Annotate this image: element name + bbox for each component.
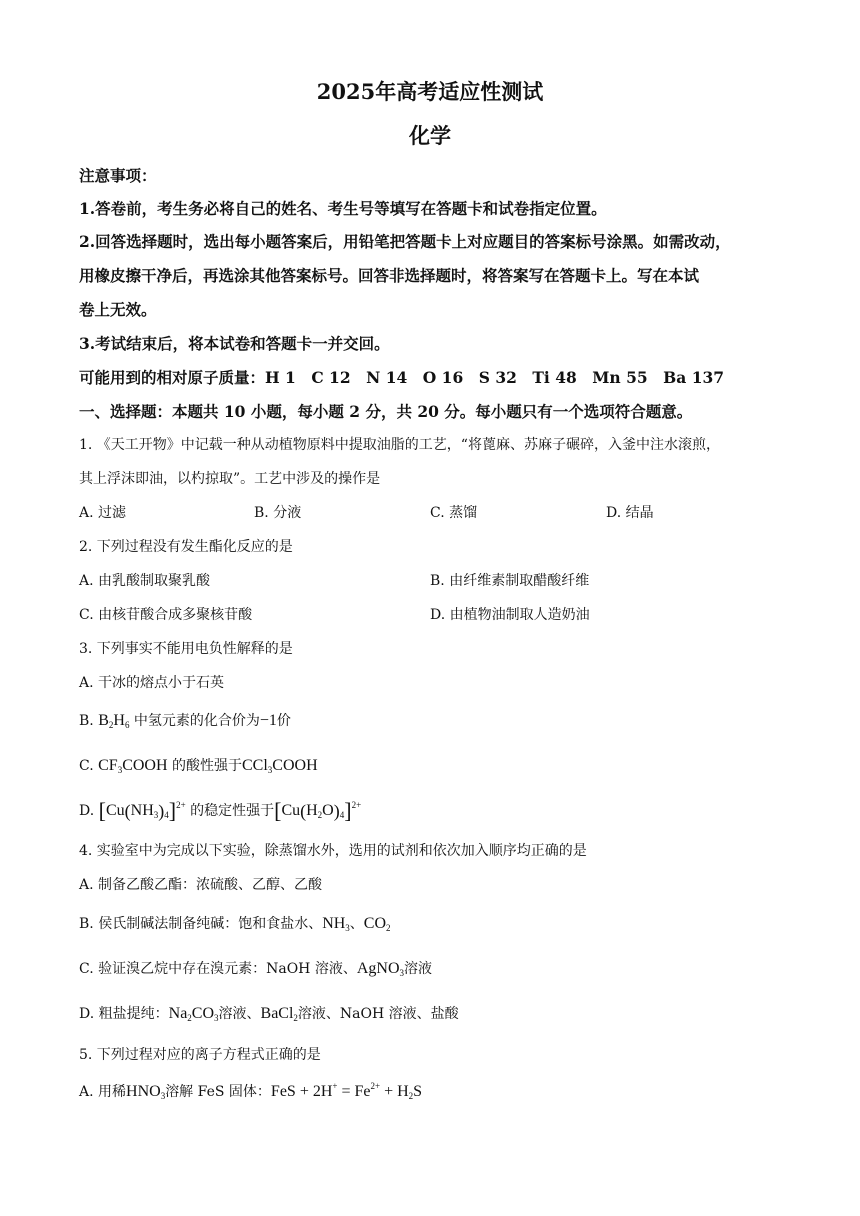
q1-stem-line2: 其上浮沫即油，以杓掠取”。工艺中涉及的操作是	[79, 471, 381, 487]
formula-co2: $CO_2$	[363, 915, 391, 933]
note-item: 卷上无效。	[79, 300, 157, 319]
q1-option-b: B. 分液	[254, 505, 302, 521]
formula-cf3cooh: $CF_3COOH$	[98, 757, 168, 775]
q2-option-a: A. 由乳酸制取聚乳酸	[79, 573, 211, 589]
q2-option-d: D. 由植物油制取人造奶油	[430, 607, 590, 623]
q1-option-a: A. 过滤	[79, 505, 127, 521]
q4-option-a: A. 制备乙酸乙酯：浓硫酸、乙醇、乙酸	[79, 877, 323, 893]
subject-title: 化学	[409, 123, 451, 148]
q3-stem: 3. 下列事实不能用电负性解释的是	[79, 641, 293, 657]
formula-agno3: AgNO$_3$	[356, 960, 405, 978]
note-item: 用橡皮擦干净后，再选涂其他答案标号。回答非选择题时，将答案写在答题卡上。写在本试	[79, 266, 700, 285]
q4-stem: 4. 实验室中为完成以下实验，除蒸馏水外，选用的试剂和依次加入顺序均正确的是	[79, 843, 587, 859]
q5-option-a: A. 用稀$HNO_3$溶解 FeS 固体：FeS + $2H^+ = Fe^{2+} + H_2S$	[79, 1081, 423, 1101]
q3-option-d: D. $[Cu(NH_3)_4]^{2+}$ 的稳定性强于$[Cu(H_2O)_4]^{2+}$	[79, 798, 362, 823]
atomic-mass-line: 可能用到的相对原子质量：H 1 C 12 N 14 O 16 S 32 Ti 48 Mn 55 Ba 137	[79, 368, 725, 387]
q1-option-c: C. 蒸馏	[430, 505, 478, 521]
formula-b2h6: $B_2H_6$	[98, 712, 130, 730]
formula-ccl3cooh: CCl$_3$COOH	[242, 757, 318, 775]
formula-na2co3: $Na_2CO_3$	[168, 1005, 219, 1023]
formula-cu-nh3-complex: $[Cu(NH_3)_4]^{2+}$	[98, 798, 186, 823]
q5-stem: 5. 下列过程对应的离子方程式正确的是	[79, 1047, 321, 1063]
formula-nh3: $NH_3$	[322, 915, 350, 933]
q4-option-b: B. 侯氏制碱法制备纯碱：饱和食盐水、$NH_3$、$CO_2$	[79, 915, 391, 933]
q3-option-b: B. $B_2H_6$ 中氢元素的化合价为−1价	[79, 712, 291, 730]
q1-stem-line1: 1. 《天工开物》中记载一种从动植物原料中提取油脂的工艺，“将蓖麻、苏麻子碾碎，入釜中注水滚煎，	[79, 437, 720, 453]
notes-heading: 注意事项：	[79, 166, 157, 185]
q1-option-d: D. 结晶	[606, 505, 654, 521]
q2-option-b: B. 由纤维素制取醋酸纤维	[430, 573, 590, 589]
formula-cu-h2o-complex: $[Cu(H_2O)_4]^{2+}$	[274, 798, 362, 823]
q2-option-c: C. 由核苷酸合成多聚核苷酸	[79, 607, 253, 623]
formula-hno3: $HNO_3$	[126, 1083, 166, 1101]
q3-option-c: C. $CF_3COOH$ 的酸性强于CCl$_3$COOH	[79, 757, 318, 775]
note-item: 1.答卷前，考生务必将自己的姓名、考生号等填写在答题卡和试卷指定位置。	[79, 199, 607, 218]
q4-option-d: D. 粗盐提纯：$Na_2CO_3$溶液、BaCl$_2$溶液、NaOH 溶液、盐酸	[79, 1005, 459, 1023]
note-item: 2.回答选择题时，选出每小题答案后，用铅笔把答题卡上对应题目的答案标号涂黑。如需改动，	[79, 232, 731, 251]
exam-title: 2025年高考适应性测试	[316, 79, 544, 104]
section-heading: 一、选择题：本题共 10 小题，每小题 2 分，共 20 分。每小题只有一个选项符合题意。	[79, 402, 693, 421]
q2-stem: 2. 下列过程没有发生酯化反应的是	[79, 539, 293, 555]
note-item: 3.考试结束后，将本试卷和答题卡一并交回。	[79, 334, 390, 353]
equation-fes-dissolution: FeS + $2H^+ = Fe^{2+} + H_2S$	[270, 1081, 423, 1101]
formula-bacl2: BaCl$_2$	[260, 1005, 298, 1023]
q3-option-a: A. 干冰的熔点小于石英	[79, 675, 225, 691]
q4-option-c: C. 验证溴乙烷中存在溴元素：NaOH 溶液、AgNO$_3$溶液	[79, 960, 433, 978]
